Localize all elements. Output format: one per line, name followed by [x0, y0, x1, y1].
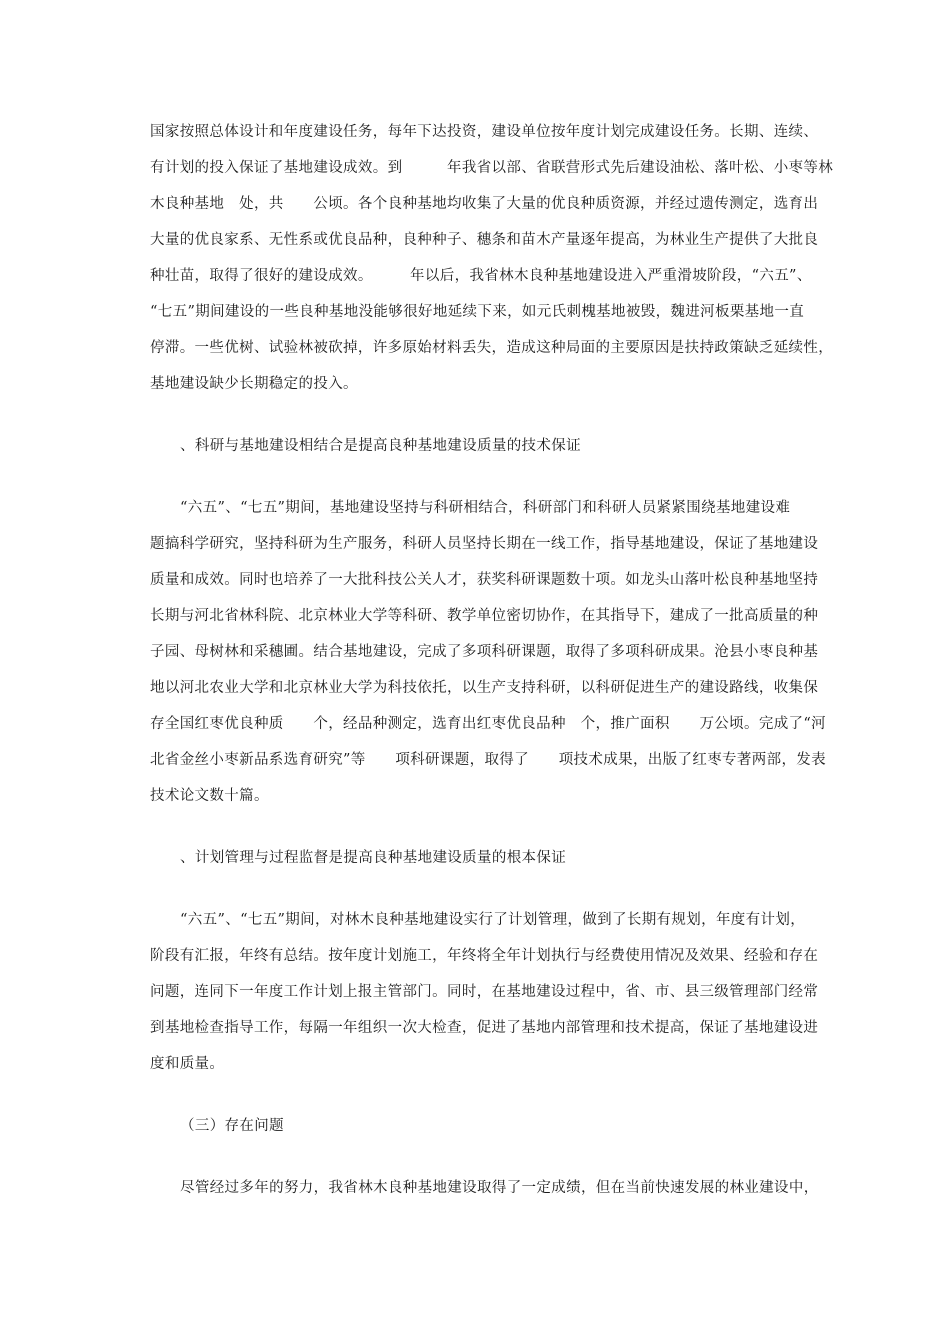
paragraph-line: “六五”、“七五”期间，基地建设坚持与科研相结合，科研部门和科研人员紧紧围绕基地建设难: [180, 500, 791, 516]
section-heading: 、科研与基地建设相结合是提高良种基地建设质量的技术保证: [180, 438, 581, 454]
section-heading: （三）存在问题: [180, 1118, 284, 1134]
paragraph-line: 度和质量。: [150, 1056, 225, 1072]
paragraph-line: 子园、母树林和采穗圃。结合基地建设，完成了多项科研课题，取得了多项科研成果。沧县小枣良种基: [150, 644, 819, 660]
paragraph-line: 技术论文数十篇。: [150, 788, 269, 804]
paragraph-line: “六五”、“七五”期间，对林木良种基地建设实行了计划管理，做到了长期有规划，年度有计划，: [180, 912, 806, 928]
paragraph-line: 有计划的投入保证了基地建设成效。到 年我省以部、省联营形式先后建设油松、落叶松、小枣等林: [150, 160, 834, 176]
paragraph-line: 种壮苗，取得了很好的建设成效。 年以后，我省林木良种基地建设进入严重滑坡阶段，“六五”、: [150, 268, 812, 284]
paragraph-line: 木良种基地 处，共 公顷。各个良种基地均收集了大量的优良种质资源，并经过遗传测定，选育出: [150, 196, 819, 212]
paragraph-line: 阶段有汇报，年终有总结。按年度计划施工，年终将全年计划执行与经费使用情况及效果、经验和存在: [150, 948, 819, 964]
section-heading: 、计划管理与过程监督是提高良种基地建设质量的根本保证: [180, 850, 567, 866]
paragraph-line: 题搞科学研究，坚持科研为生产服务，科研人员坚持长期在一线工作，指导基地建设，保证了基地建设: [150, 536, 819, 552]
paragraph-line: 到基地检查指导工作，每隔一年组织一次大检查，促进了基地内部管理和技术提高，保证了基地建设进: [150, 1020, 819, 1036]
paragraph-line: 大量的优良家系、无性系或优良品种，良种种子、穗条和苗木产量逐年提高，为林业生产提供了大批良: [150, 232, 819, 248]
paragraph-line: 存全国红枣优良种质 个，经品种测定，选育出红枣优良品种 个，推广面积 万公顷。完成了“河: [150, 716, 827, 732]
paragraph-line: 质量和成效。同时也培养了一大批科技公关人才，获奖科研课题数十项。如龙头山落叶松良种基地坚持: [150, 572, 819, 588]
paragraph-line: 停滞。一些优树、试验林被砍掉，许多原始材料丢失，造成这种局面的主要原因是扶持政策缺乏延续性，: [150, 340, 834, 356]
paragraph-line: 国家按照总体设计和年度建设任务，每年下达投资，建设单位按年度计划完成建设任务。长期、连续、: [150, 124, 819, 140]
paragraph-line: 长期与河北省林科院、北京林业大学等科研、教学单位密切协作，在其指导下，建成了一批高质量的种: [150, 608, 819, 624]
paragraph-line: 北省金丝小枣新品系选育研究”等 项科研课题，取得了 项技术成果，出版了红枣专著两部，发表: [150, 752, 827, 768]
paragraph-line: 基地建设缺少长期稳定的投入。: [150, 376, 358, 392]
paragraph-line: 问题，连同下一年度工作计划上报主管部门。同时，在基地建设过程中，省、市、县三级管理部门经常: [150, 984, 819, 1000]
paragraph-line: “七五”期间建设的一些良种基地没能够很好地延续下来，如元氏刺槐基地被毁，魏进河板栗基地一直: [150, 304, 805, 320]
paragraph-line: 地以河北农业大学和北京林业大学为科技依托，以生产支持科研，以科研促进生产的建设路线，收集保: [150, 680, 819, 696]
paragraph-line: 尽管经过多年的努力，我省林木良种基地建设取得了一定成绩，但在当前快速发展的林业建设中，: [180, 1180, 819, 1196]
